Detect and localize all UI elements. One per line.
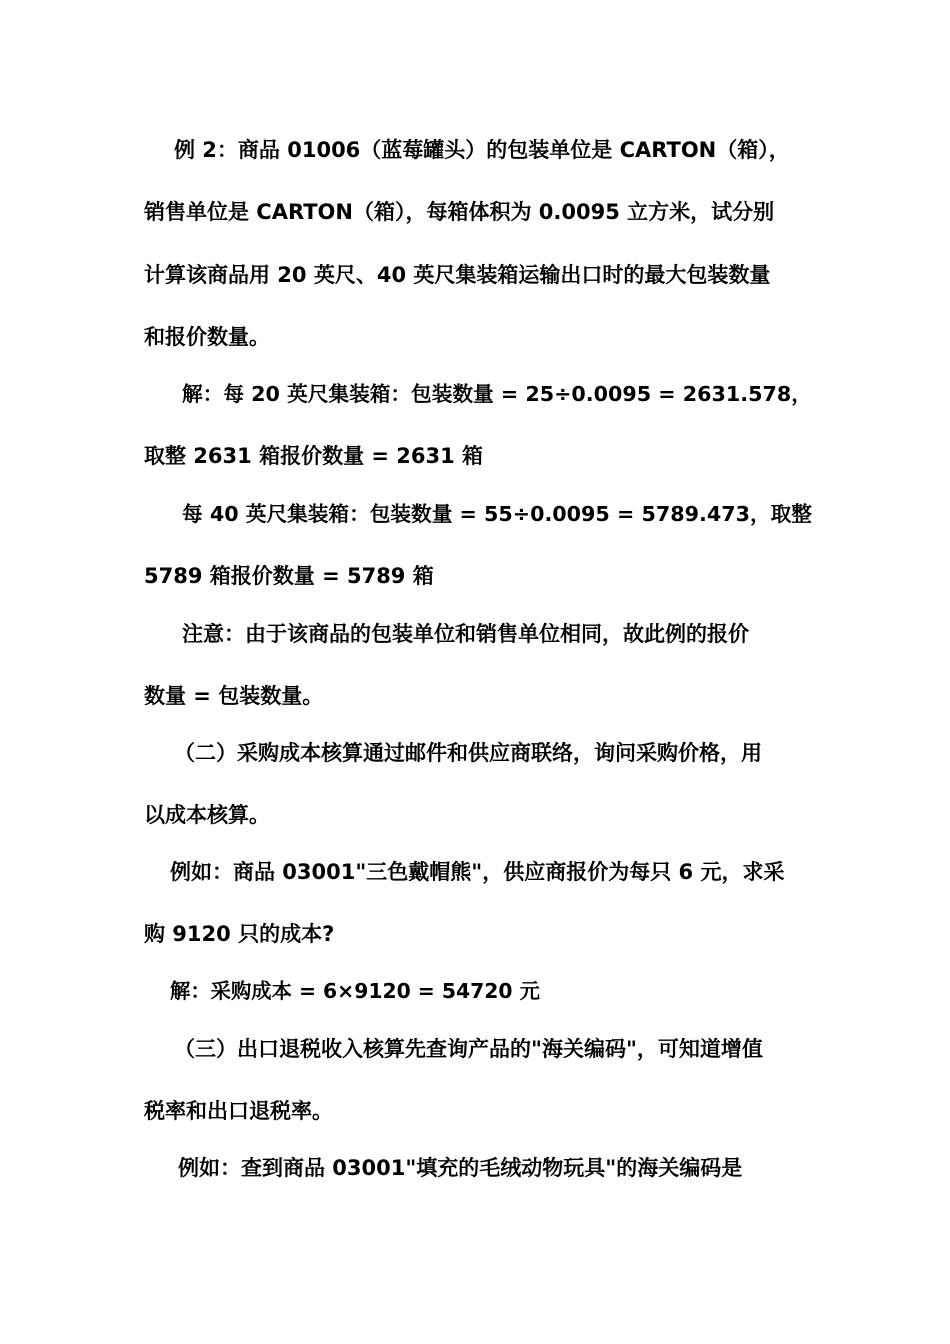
text-line: 取整 2631 箱报价数量 = 2631 箱 <box>144 444 484 468</box>
text-line: 和报价数量。 <box>144 325 270 349</box>
text-line: 销售单位是 CARTON（箱），每箱体积为 0.0095 立方米，试分别 <box>144 200 775 224</box>
text-line: 例如：商品 03001"三色戴帽熊"，供应商报价为每只 6 元，求采 <box>170 860 785 884</box>
text-line: 数量 = 包装数量。 <box>144 684 324 708</box>
text-line: （三）出口退税收入核算先查询产品的"海关编码"，可知道增值 <box>174 1037 763 1061</box>
text-line: 计算该商品用 20 英尺、40 英尺集装箱运输出口时的最大包装数量 <box>144 263 771 287</box>
text-line: 解：采购成本 = 6×9120 = 54720 元 <box>170 979 540 1003</box>
text-line: 以成本核算。 <box>144 803 270 827</box>
text-line: 购 9120 只的成本? <box>144 922 335 946</box>
text-line: 解：每 20 英尺集装箱：包装数量 = 25÷0.0095 = 2631.578， <box>182 382 812 406</box>
text-line: 税率和出口退税率。 <box>144 1099 333 1123</box>
text-line: 例如：查到商品 03001"填充的毛绒动物玩具"的海关编码是 <box>178 1156 743 1180</box>
text-line: 每 40 英尺集装箱：包装数量 = 55÷0.0095 = 5789.473，取整 <box>182 502 812 526</box>
text-line: 5789 箱报价数量 = 5789 箱 <box>144 564 434 588</box>
text-line: （二）采购成本核算通过邮件和供应商联络，询问采购价格，用 <box>174 741 762 765</box>
text-line: 注意：由于该商品的包装单位和销售单位相同，故此例的报价 <box>182 622 749 646</box>
text-line: 例 2：商品 01006（蓝莓罐头）的包装单位是 CARTON（箱）， <box>174 138 790 162</box>
